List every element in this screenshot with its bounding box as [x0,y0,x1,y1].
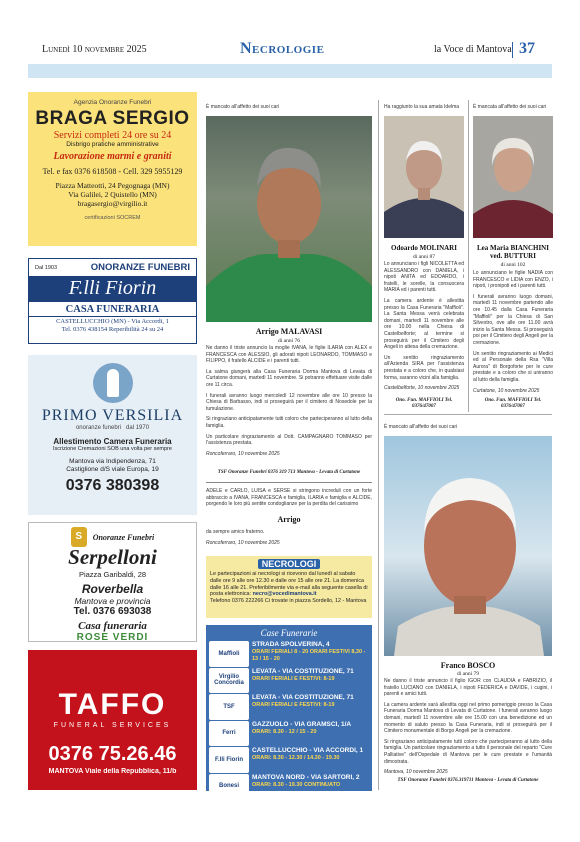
obit-signature: TSF Onoranze Funebri 0376 319 713 Mantova - Levata di Curtatone [217,470,361,475]
page-number: 37 [519,40,535,57]
dove-logo-icon [93,363,133,403]
ad-since: Dal 1903 [35,264,58,271]
ad-name: PRIMO VERSILIA [41,407,184,424]
ad-addr1: Piazza Matteotti, 24 Pegognaga (MN) [55,181,170,190]
ad-name: TAFFO [58,688,167,721]
list-item: F.lli Fiorin CASTELLUCCHIO - VIA ACCORDI, 1 ORARI: 8.30 - 12.30 / 14.30 - 19.30 [209,747,369,773]
obit-caption: È mancato all'affetto dei suoi cari [206,104,280,110]
obit-text: Lo annunciano le figlie NADIA con FRANCESCO e LIDIA con ENZO, i nipoti, i pronipoti ed i parenti tutti. I funerali avranno luogo domani, martedì 11 novembre partendo alle ore 10.45 dalla Casa Funeraria "Maffioli" per la Chiesa di San Silvestro, ove alle ore 11.00 avrà inizio la Santa Messa. Si proseguirà poi per il Cimitero degli Angeli per la cremazione. Un sentito ringraziamento ai Medici ed al Personale della Rsa "Villa Aurora" di Borgoforte per le cure prestate e a coloro che si uniranno al lutto della famiglia. Curtatone, 10 novembre 2025 [473,270,553,394]
obit-caption: Ha raggiunto la sua amata Idelma [384,104,460,110]
s-badge-icon: S [71,527,87,547]
obit-name: Odoardo MOLINARI [391,244,457,252]
ad-rose: ROSE VERDI [76,632,149,642]
list-item: Bonesi MANTOVA NORD - VIA SARTORI, 2 ORARI: 8.30 - 19.30 CONTINUATO [209,774,369,800]
ad-tel: Tel. 0376 438154 Reperibilità 24 su 24 [61,326,164,333]
ad-piazza: Piazza Garibaldi, 28 [78,570,147,579]
ad-sub: Disbrigo pratiche amministrative [66,141,159,148]
ad-top-row [29,259,196,276]
ad-agency: Agenzia Onoranze Funebri [73,99,152,106]
ad-taffo [28,650,197,790]
ad-addr2: Castiglione d/S viale Europa, 19 [66,466,159,473]
obit-photo [473,116,553,238]
obit-signature: Ono. Fun. MAFFIOLI Tel. 0376/47007 [484,398,542,409]
divider [384,414,552,415]
ad-allest: Allestimento Camera Funeraria [53,437,172,446]
ad-area: Mantova e provincia [74,596,151,606]
section-title: Necrologie [240,40,325,57]
newspaper-name: la Voce di Mantova [434,44,512,55]
obit-age: di anni 87 [413,254,435,260]
necrologi-title: NECROLOGI [258,559,320,569]
obit-photo [206,116,372,322]
column-divider [468,100,469,412]
ad-addr2: Via Galilei, 2 Quistello (MN) [68,190,157,199]
case-funerarie-title: Case Funerarie [260,628,318,638]
obit-age: di anni 102 [500,262,526,268]
ad-cert: certificazioni SOCREM [84,215,141,221]
list-item: Maffioli STRADA SPOLVERINA, 4 ORARI FERIALI 8 - 20 ORARI FESTIVI 8,30 - 13 / 15 - 20 [209,641,369,667]
ad-addr: MANTOVA Viale della Repubblica, 11/b [48,768,177,775]
header-separator [512,42,513,58]
ad-sub: FUNERAL SERVICES [53,722,172,729]
obit-signature: TSF Onoranze Funebri 0376.319711 Mantova - Levata di Curtatone [397,778,539,783]
ad-addr1: Mantova via Indipendenza, 71 [69,458,156,465]
ad-casa: CASA FUNERARIA [29,302,196,317]
obit-photo [384,436,552,656]
ad-of: Onoranze Funebri [92,532,155,542]
ad-isc: Iscrizione Cremazioni SOB una volta per sempre [53,446,172,452]
list-item: TSF LEVATA - VIA COSTITUZIONE, 71 ORARI FERIALI E FESTIVI: 8-19 [209,694,369,720]
ad-braga-sergio [28,92,197,246]
obit-text: Ne danno il triste annuncio il figlio IGOR con CLAUDIA e FABRIZIO, il fratello LUCIANO con DANIELA, i nipoti FEDERICA e DAVIDE, i cugini, i parenti e amici tutti. La camera ardente sarà allestita oggi nel primo pomeriggio presso la Casa Funeraria Dorma Mantova di Levata di Curtatone. I funerali avranno luogo domani, martedì 11 novembre alle ore 15.00 con una benedizione ed un momento di saluto presso la Casa Funeraria, indi si proseguirà per il Cimitero monumentale di Borgo Angeli per la cremazione. Si ringraziano anticipatamente tutti coloro che parteciperanno al lutto della famiglia. Un particolare ringraziamento a tutto il personale del reparto "Cure Palliative" dell'Ospedale di Mantova per le cure prestate e l'umanità dimostrata. Mantova, 10 novembre 2025 [384,678,552,776]
ad-serpelloni [28,522,197,642]
ad-of: onoranze funebri dal 1970 [75,425,150,431]
obit-name: Franco BOSCO [440,661,496,670]
ad-onoranze: ONORANZE FUNEBRI [90,262,190,273]
ad-lavorazione: Lavorazione marmi e graniti [53,151,172,162]
ad-name: Serpelloni [68,545,157,569]
case-funerarie-box [206,625,372,791]
obit-text: Lo annunciano i figli NICOLETTA ed ALESSANDRO con DANIELA, i nipoti ANITA ed EDOARDO, i fratelli, le sorelle, la consuocera MARIA ed i parenti tutti. La camera ardente è allestita presso la Casa Funeraria "Maffioli". La Santa Messa verrà celebrata domani, martedì 11 novembre alle ore 10.00 nella Chiesa di Castelbelforte; al termine si proseguirà per il Cimitero degli Angeli in attesa della cremazione. Un sentito ringraziamento all'Azienda SIRA per l'assistenza prestata e a coloro che, in qualsiasi forma, saranno vicini alla famiglia. Castelbelforte, 10 novembre 2025 [384,261,464,392]
ad-fiorin [28,258,197,344]
necrologi-email[interactable]: necro@vocedimantova.it [252,591,317,598]
ad-services: Servizi completi 24 ore su 24 [53,130,172,141]
necrologi-body: Le partecipazioni ai necrologi si ricevono dal lunedì al sabato dalle ore 9 alle ore 12.30 e dalle ore 15 alle ore 21. La domenica dalle 16 alle 21. Preferibilmente via e-mail alla seguente casella di posta elettronica: necro@vocedimantova.it Telefono 0376 222266 Ci trovate in piazza Sordello, 12 - Mantova [210,571,368,605]
ad-primo-versilia [28,355,197,515]
ad-name: F.lli Fiorin [29,276,196,302]
ad-phone: 0376 380398 [65,477,160,494]
ad-phone: 0376 75.26.46 [48,743,177,765]
obit-text: Ne danno il triste annuncio la moglie IVANA, le figlie ILARIA con ALEX e FRANCESCA con ALESSIO, gli adorati nipoti LEONARDO, TOMMASO e FILIPPO, il fratello ALCIDE e i parenti tutti. La salma giungerà alla Casa Funeraria Dorma Mantova di Levata di Curtatone domani, martedì 11 novembre. Si potranno effettuare visite dalle ore 11 circa. I funerali avranno luogo mercoledì 12 novembre alle ore 10 presso la Chiesa di Barbasso, indi si proseguirà per il cimitero di Nosedole per la tumulazione. Si ringraziano anticipatamente tutti coloro che parteciperanno al lutto della famiglia. Un particolare ringraziamento al Dott. CAMPAGNARO TOMMASO per l'assistenza prestata. Roncoferraro, 10 novembre 2025 [206,345,372,457]
ad-casa: Casa funeraria [78,620,147,632]
condolence-text2: da sempre amico fraterno. Roncoferraro, 10 novembre 2025 [206,529,280,546]
list-item: Virgilio Concordia LEVATA - VIA COSTITUZIONE, 71 ORARI FERIALI E FESTIVI: 8-19 [209,668,369,694]
page-date: Lunedì 10 novembre 2025 [42,44,147,55]
column-divider [378,100,379,790]
ad-email: bragasergio@virgilio.it [77,199,148,208]
obit-name: Lea Maria BIANCHINI ved. BUTTURI [477,244,549,260]
ad-location: CASTELLUCCHIO (MN) - Via Accordi, 1 [56,318,169,325]
condolence-text: ADELE e CARLO, LUISA e SERSE si stringono increduli con un forte abbraccio a IVANA, FRANCESCA e famiglia, ILARIA e famiglia e ALCIDE, porgendo le loro più sentite condoglianze per la perdita del carissimo [206,488,372,508]
divider [206,482,372,483]
list-item: Ferri GAZZUOLO - VIA GRAMSCI, 1/A ORARI: 8.30 - 12 / 15 - 20 [209,721,369,747]
obit-caption: È mancata all'affetto dei suoi cari [473,104,547,110]
ad-tel: Tel. 0376 693038 [73,606,152,617]
condolence-name: Arrigo [277,515,301,524]
obit-caption: È mancato all'affetto dei suoi cari [384,424,458,430]
ad-town: Roverbella [81,582,144,596]
obit-photo [384,116,464,238]
obit-age: di anni 76 [278,338,300,344]
ad-tel: Tel. e fax 0376 618508 - Cell. 329 5955129 [42,167,183,176]
ad-name: BRAGA SERGIO [35,108,190,129]
ad-top [29,527,196,547]
obit-age: di anni 79 [457,671,479,677]
obit-name: Arrigo MALAVASI [255,327,323,336]
obit-signature: Ono. Fun. MAFFIOLI Tel. 0376/47007 [395,398,453,409]
necrologi-notice [206,556,372,618]
header-band [28,64,552,78]
